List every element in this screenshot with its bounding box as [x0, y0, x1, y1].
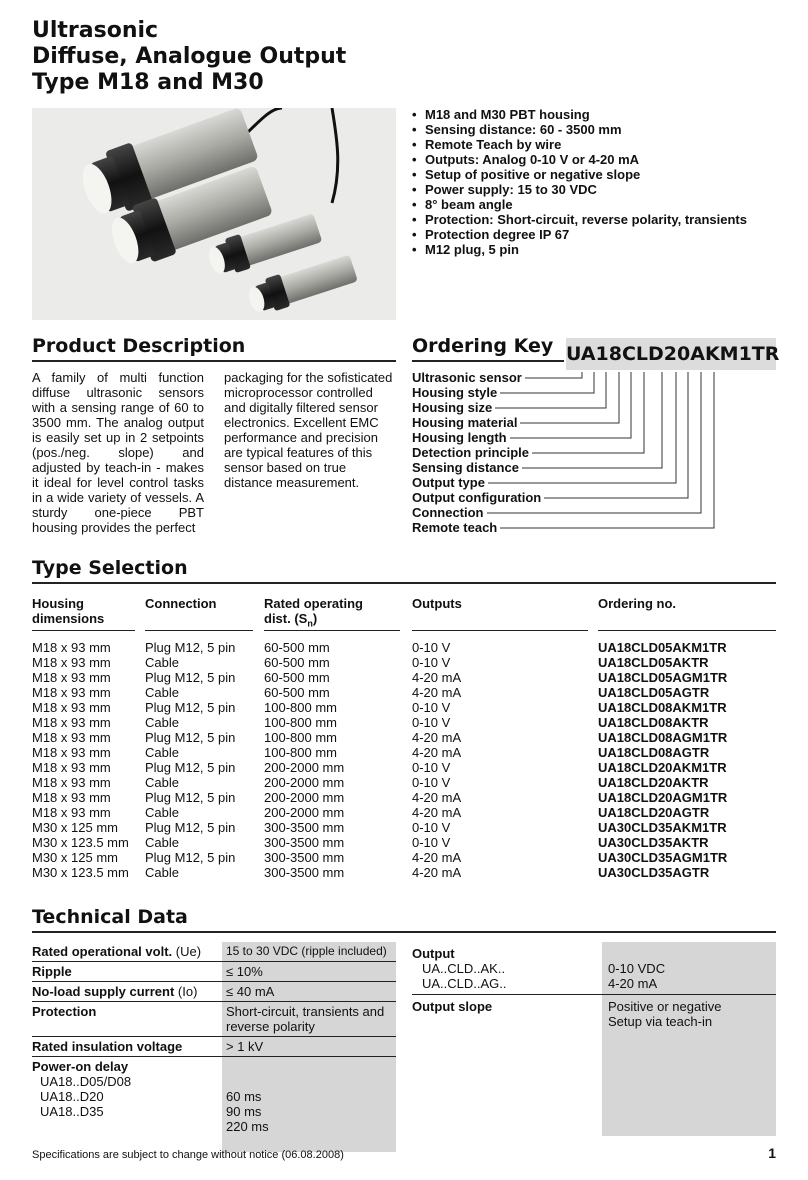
tech-label: Output: [412, 946, 455, 961]
cell-connection: Cable: [145, 865, 179, 880]
cell-distance: 60-500 mm: [264, 655, 330, 670]
product-photo: [32, 108, 396, 320]
header-rated-close: ): [312, 611, 318, 626]
header-rated-distance: [264, 596, 363, 632]
tech-label: Output slope: [412, 999, 493, 1014]
variant-label: UA18..D20: [40, 1089, 104, 1104]
section-divider: [32, 582, 776, 584]
table-row: [0, 865, 760, 880]
title-line-1: Ultrasonic: [32, 18, 159, 43]
cell-distance: 300-3500 mm: [264, 850, 345, 865]
page-title: [32, 18, 452, 96]
row-divider: [412, 994, 776, 995]
header-housing-line-2: dimensions: [32, 611, 105, 626]
tech-value: Positive or negative: [608, 999, 722, 1014]
column-rule: [598, 630, 776, 631]
footer-note: Specifications are subject to change without notice (06.08.2008): [32, 1149, 344, 1161]
cell-output: 0-10 V: [412, 835, 451, 850]
table-row: [0, 670, 760, 685]
cell-output: 0-10 V: [412, 760, 451, 775]
tech-row-power-on-delay: [32, 1057, 396, 1152]
cell-distance: 100-800 mm: [264, 745, 337, 760]
cell-distance: 200-2000 mm: [264, 790, 345, 805]
tech-label: [32, 944, 222, 959]
cell-distance: 200-2000 mm: [264, 805, 345, 820]
feature-item: • 8° beam angle: [412, 197, 792, 212]
cell-housing: M18 x 93 mm: [32, 640, 111, 655]
cell-ordering-no: UA18CLD08AKTR: [598, 715, 709, 730]
header-housing: [32, 596, 104, 626]
tech-value: 15 to 30 VDC (ripple included): [222, 942, 396, 961]
section-divider: [412, 360, 564, 362]
table-row: [0, 775, 760, 790]
cell-connection: Plug M12, 5 pin: [145, 730, 236, 745]
cell-connection: Cable: [145, 805, 179, 820]
cell-output: 4-20 mA: [412, 865, 462, 880]
table-row: [0, 715, 760, 730]
cell-output: 4-20 mA: [412, 685, 462, 700]
tech-value: 90 ms: [226, 1104, 262, 1119]
page-number: 1: [768, 1145, 776, 1161]
key-label: Remote teach: [412, 520, 500, 535]
cell-connection: Plug M12, 5 pin: [145, 790, 236, 805]
cell-ordering-no: UA18CLD08AKM1TR: [598, 700, 727, 715]
cell-ordering-no: UA30CLD35AKM1TR: [598, 820, 727, 835]
cell-ordering-no: UA18CLD05AKTR: [598, 655, 709, 670]
key-label: Sensing distance: [412, 460, 522, 475]
cell-housing: M18 x 93 mm: [32, 730, 111, 745]
cell-distance: 60-500 mm: [264, 640, 330, 655]
tech-row-rated-voltage: [32, 942, 396, 962]
feature-item: • M18 and M30 PBT housing: [412, 107, 792, 122]
cell-housing: M30 x 123.5 mm: [32, 835, 129, 850]
variant-label: UA18..D05/D08: [40, 1074, 132, 1089]
cell-output: 4-20 mA: [412, 790, 462, 805]
cell-housing: M18 x 93 mm: [32, 745, 111, 760]
feature-item: • Setup of positive or negative slope: [412, 167, 792, 182]
feature-item: • Power supply: 15 to 30 VDC: [412, 182, 792, 197]
cell-distance: 100-800 mm: [264, 730, 337, 745]
tech-row-ripple: [32, 962, 396, 982]
header-rated-subscript: n: [307, 618, 313, 629]
tech-value: ≤ 40 mA: [222, 982, 396, 1001]
output-rows: [412, 961, 776, 991]
key-label: Output configuration: [412, 490, 544, 505]
feature-list: [412, 107, 792, 257]
cell-output: 0-10 V: [412, 640, 451, 655]
tech-value: Short-circuit, transients and reverse polarity: [222, 1002, 396, 1036]
cell-output: 4-20 mA: [412, 745, 462, 760]
variant-label: UA..CLD..AG..: [422, 976, 507, 991]
table-row: [0, 730, 760, 745]
header-rated-line-1: Rated operating: [264, 596, 363, 611]
tech-label: Power-on delay: [32, 1059, 129, 1074]
tech-label: Rated insulation voltage: [32, 1039, 183, 1054]
key-label: Connection: [412, 505, 487, 520]
cell-connection: Plug M12, 5 pin: [145, 760, 236, 775]
feature-item: • M12 plug, 5 pin: [412, 242, 792, 257]
tech-value: > 1 kV: [222, 1037, 396, 1056]
ordering-key-heading: Ordering Key: [412, 335, 554, 357]
cell-distance: 200-2000 mm: [264, 775, 345, 790]
cell-output: 0-10 V: [412, 655, 451, 670]
cell-housing: M18 x 93 mm: [32, 715, 111, 730]
ordering-key-labels: [412, 370, 544, 535]
column-rule: [145, 630, 253, 631]
cell-connection: Plug M12, 5 pin: [145, 670, 236, 685]
key-label: Housing length: [412, 430, 510, 445]
cell-ordering-no: UA18CLD20AKM1TR: [598, 760, 727, 775]
cell-connection: Cable: [145, 745, 179, 760]
tech-label-text: No-load supply current: [32, 984, 175, 999]
tech-value: ≤ 10%: [222, 962, 396, 981]
cell-housing: M18 x 93 mm: [32, 805, 111, 820]
tech-value: Setup via teach-in: [608, 1014, 713, 1029]
feature-item: • Protection degree IP 67: [412, 227, 792, 242]
cell-connection: Plug M12, 5 pin: [145, 850, 236, 865]
cell-ordering-no: UA18CLD05AGM1TR: [598, 670, 728, 685]
header-outputs: Outputs: [412, 596, 462, 611]
cell-ordering-no: UA30CLD35AGM1TR: [598, 850, 728, 865]
key-label: Ultrasonic sensor: [412, 370, 525, 385]
cell-connection: Plug M12, 5 pin: [145, 640, 236, 655]
cell-output: 4-20 mA: [412, 670, 462, 685]
cell-ordering-no: UA18CLD05AGTR: [598, 685, 710, 700]
cell-output: 4-20 mA: [412, 805, 462, 820]
cell-connection: Plug M12, 5 pin: [145, 700, 236, 715]
cell-ordering-no: UA18CLD20AGTR: [598, 805, 710, 820]
product-description-heading: Product Description: [32, 335, 246, 357]
section-divider: [32, 360, 396, 362]
ordering-code-example: UA18CLD20AKM1TR: [566, 338, 776, 370]
tech-value: 0-10 VDC: [608, 961, 666, 976]
header-rated-text: dist. (S: [264, 611, 308, 626]
tech-label: [32, 984, 222, 999]
cell-housing: M18 x 93 mm: [32, 655, 111, 670]
tech-label: Ripple: [32, 964, 72, 979]
section-divider: [32, 931, 776, 933]
cell-ordering-no: UA18CLD08AGTR: [598, 745, 710, 760]
cell-output: 4-20 mA: [412, 730, 462, 745]
tech-label-symbol: (Io): [177, 984, 198, 999]
tech-row-insulation: [32, 1037, 396, 1057]
cell-output: 4-20 mA: [412, 850, 462, 865]
key-label: Housing style: [412, 385, 500, 400]
tech-row-output-slope: [412, 999, 776, 1033]
feature-item: • Sensing distance: 60 - 3500 mm: [412, 122, 792, 137]
cell-connection: Cable: [145, 835, 179, 850]
power-on-values: [222, 1057, 396, 1152]
cell-output: 0-10 V: [412, 700, 451, 715]
tech-label-text: Rated operational volt.: [32, 944, 173, 959]
tech-row-noload-current: [32, 982, 396, 1002]
cell-distance: 200-2000 mm: [264, 760, 345, 775]
table-row: [0, 850, 760, 865]
cell-ordering-no: UA18CLD20AKTR: [598, 775, 709, 790]
cell-distance: 300-3500 mm: [264, 820, 345, 835]
cell-output: 0-10 V: [412, 715, 451, 730]
feature-item: • Protection: Short-circuit, reverse polarity, transients: [412, 212, 792, 227]
cell-distance: 60-500 mm: [264, 685, 330, 700]
table-row: [0, 685, 760, 700]
cell-distance: 300-3500 mm: [264, 865, 345, 880]
key-label: Detection principle: [412, 445, 532, 460]
cell-housing: M18 x 93 mm: [32, 790, 111, 805]
tech-label: Protection: [32, 1004, 97, 1019]
cell-distance: 300-3500 mm: [264, 835, 345, 850]
cell-ordering-no: UA30CLD35AKTR: [598, 835, 709, 850]
header-ordering-no: Ordering no.: [598, 596, 676, 611]
cell-housing: M30 x 125 mm: [32, 850, 118, 865]
technical-data-heading: Technical Data: [32, 906, 188, 928]
cell-ordering-no: UA18CLD05AKM1TR: [598, 640, 727, 655]
type-selection-heading: Type Selection: [32, 557, 188, 579]
table-row: [0, 805, 760, 820]
key-label: Housing size: [412, 400, 495, 415]
table-row: [0, 820, 760, 835]
cell-distance: 60-500 mm: [264, 670, 330, 685]
cell-connection: Cable: [145, 775, 179, 790]
tech-value: 4-20 mA: [608, 976, 658, 991]
table-row: [0, 835, 760, 850]
technical-data-left: [32, 942, 396, 1152]
header-rated-line-2: [264, 611, 363, 632]
cell-output: 0-10 V: [412, 820, 451, 835]
cell-ordering-no: UA18CLD20AGM1TR: [598, 790, 728, 805]
cell-output: 0-10 V: [412, 775, 451, 790]
title-line-3: Type M18 and M30: [32, 70, 264, 95]
description-column-1: A family of multi function diffuse ultrasonic sensors with a sensing range of 60 to 3500 mm. The analog output is easily set up in 2 setpoints (pos./neg. slope) and adjusted by teach-in - makes it ideal for level control tasks in a wide variety of vessels. A sturdy one-piece PBT housing provides the perfect: [32, 370, 204, 535]
type-selection-table: [0, 640, 808, 880]
feature-item: • Outputs: Analog 0-10 V or 4-20 mA: [412, 152, 792, 167]
cell-ordering-no: UA18CLD08AGM1TR: [598, 730, 728, 745]
column-rule: [412, 630, 588, 631]
cell-housing: M18 x 93 mm: [32, 670, 111, 685]
description-column-2: packaging for the sofisticated microprocessor controlled and digitally filtered sensor electronics. Excellent EMC performance and precision are typical features of this sensor based on true distance measurement.: [224, 370, 393, 490]
table-row: [0, 745, 760, 760]
column-rule: [264, 630, 400, 631]
tech-value: 220 ms: [226, 1119, 269, 1134]
cell-distance: 100-800 mm: [264, 700, 337, 715]
tech-value: 60 ms: [226, 1089, 262, 1104]
cell-ordering-no: UA30CLD35AGTR: [598, 865, 710, 880]
tech-label-symbol: (Ue): [175, 944, 202, 959]
variant-label: UA..CLD..AK..: [422, 961, 506, 976]
column-rule: [32, 630, 135, 631]
title-line-2: Diffuse, Analogue Output: [32, 44, 347, 69]
key-label: Output type: [412, 475, 488, 490]
sensor-illustration: [32, 108, 396, 320]
cell-housing: M18 x 93 mm: [32, 700, 111, 715]
cell-connection: Plug M12, 5 pin: [145, 820, 236, 835]
header-housing-line-1: Housing: [32, 596, 84, 611]
table-row: [0, 760, 760, 775]
cell-connection: Cable: [145, 715, 179, 730]
table-row: [0, 700, 760, 715]
header-connection: Connection: [145, 596, 217, 611]
cell-housing: M18 x 93 mm: [32, 685, 111, 700]
cell-housing: M30 x 125 mm: [32, 820, 118, 835]
tech-row-protection: [32, 1002, 396, 1037]
table-row: [0, 790, 760, 805]
cell-housing: M18 x 93 mm: [32, 760, 111, 775]
power-on-variants: [40, 1074, 131, 1119]
cell-connection: Cable: [145, 655, 179, 670]
cell-distance: 100-800 mm: [264, 715, 337, 730]
cell-connection: Cable: [145, 685, 179, 700]
cell-housing: M30 x 123.5 mm: [32, 865, 129, 880]
cell-housing: M18 x 93 mm: [32, 775, 111, 790]
variant-label: UA18..D35: [40, 1104, 104, 1119]
key-label: Housing material: [412, 415, 520, 430]
technical-data-right: [412, 946, 776, 1033]
table-row: [0, 655, 760, 670]
table-row: [0, 640, 760, 655]
feature-item: • Remote Teach by wire: [412, 137, 792, 152]
